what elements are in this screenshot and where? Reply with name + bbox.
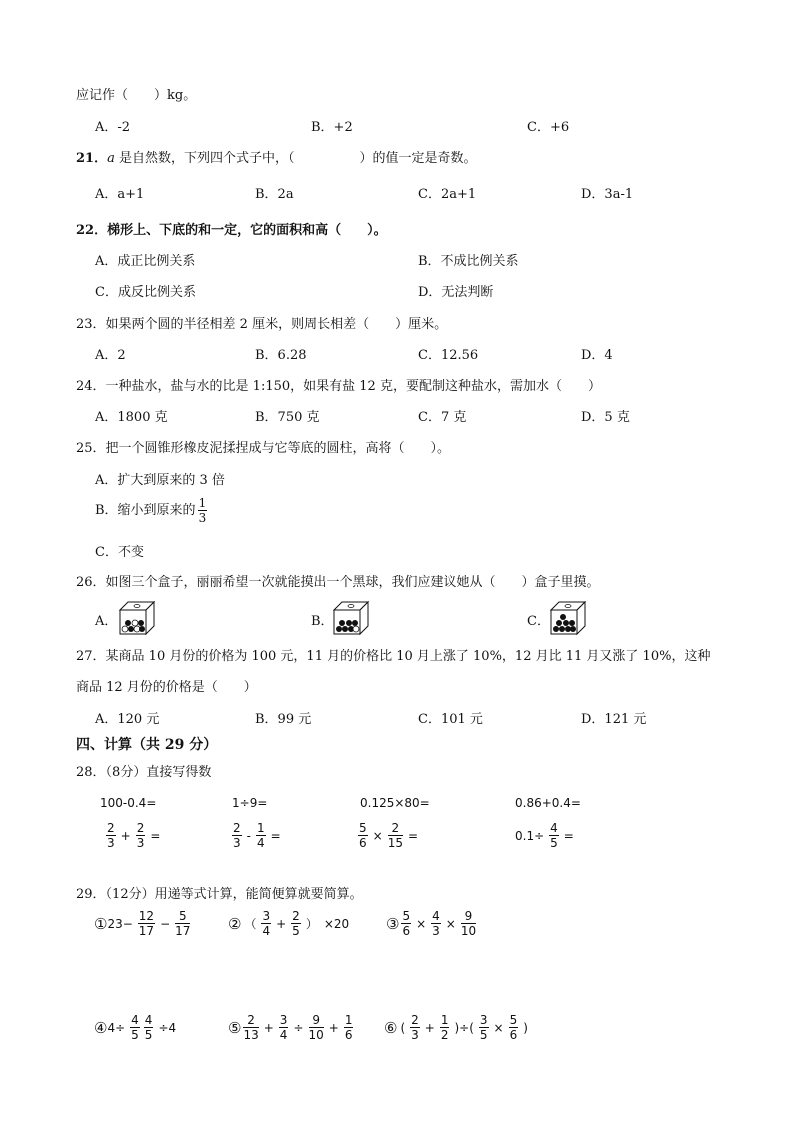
q29-calc-4: ④4÷ $\frac{4}{5}$ $\frac{4}{5}$ ÷4 [94, 1013, 177, 1042]
q25-option-a[interactable]: A．扩大到原来的 3 倍 [95, 473, 225, 488]
q21-option-d[interactable]: D．3a-1 [581, 187, 634, 202]
q26-option-c[interactable]: C． [527, 614, 550, 629]
q25-option-c[interactable]: C．不变 [95, 545, 144, 560]
q24-option-c[interactable]: C．7 克 [418, 410, 467, 425]
q21-variable: a [107, 151, 115, 166]
q21-text: 是自然数，下列四个式子中，（ ）的值一定是奇数。 [114, 151, 477, 166]
q25-stem: 25．把一个圆锥形橡皮泥揉捏成与它等底的圆柱，高将（ ）。 [76, 441, 451, 456]
q26-option-b[interactable]: B． [311, 614, 334, 629]
q23-option-c[interactable]: C．12.56 [418, 348, 479, 363]
q21-option-a[interactable]: A．a+1 [95, 187, 145, 202]
q21-option-c[interactable]: C．2a+1 [418, 187, 477, 202]
q23-option-a[interactable]: A．2 [95, 348, 126, 363]
q23-stem: 23．如果两个圆的半径相差 2 厘米，则周长相差（ ）厘米。 [76, 317, 448, 332]
q29-calc-2: ② （ $\frac{3}{4}$ + $\frac{2}{5}$ ） ×20 [228, 909, 350, 938]
q23-option-b[interactable]: B．6.28 [255, 348, 307, 363]
q24-option-b[interactable]: B．750 克 [255, 410, 320, 425]
q27-stem-line1: 27．某商品 10 月份的价格为 100 元，11 月的价格比 10 月上涨了 10%，12 月比 11 月又涨了 10%，这种 [76, 649, 711, 664]
box-a-image [118, 600, 156, 636]
q22-option-c[interactable]: C．成反比例关系 [95, 285, 196, 300]
q21-option-b[interactable]: B．2a [255, 187, 294, 202]
q24-option-d[interactable]: D．5 克 [581, 410, 630, 425]
q21-number: 21． [76, 151, 108, 166]
q28-calc-3: 0.125×80= [360, 796, 430, 810]
q28-calc-5: $\frac{2}{3}$ + $\frac{2}{3}$ = [107, 821, 161, 850]
q28-calc-4: 0.86+0.4= [515, 796, 581, 810]
q29-calc-1: ①23− $\frac{12}{17}$ − $\frac{5}{17}$ [94, 909, 191, 938]
q28-calc-6: $\frac{2}{3}$ - $\frac{1}{4}$ = [233, 821, 281, 850]
q29-calc-3: ③ $\frac{5}{6}$ × $\frac{4}{3}$ × $\frac{9}{10}$ [386, 909, 477, 938]
q25-fraction: $\frac{1}{3}$ [198, 496, 207, 525]
q26-stem: 26．如图三个盒子，丽丽希望一次就能摸出一个黑球，我们应建议她从（ ）盒子里摸。 [76, 575, 600, 590]
q29-stem: 29．（12分）用递等式计算，能简便算就要简算。 [76, 887, 363, 902]
q20-option-c[interactable]: C．+6 [527, 120, 570, 135]
q25-option-b-text: B．缩小到原来的 [95, 503, 196, 518]
q22-option-a[interactable]: A．成正比例关系 [95, 254, 196, 269]
q28-calc-1: 100-0.4= [100, 796, 157, 810]
section-title: 四、计算（共 29 分） [76, 737, 218, 753]
q20-option-a[interactable]: A．-2 [95, 120, 131, 135]
q22-option-d[interactable]: D．无法判断 [418, 285, 494, 300]
q28-calc-7: $\frac{5}{6}$ × $\frac{2}{15}$ = [359, 821, 419, 850]
q20-stem: 应记作（ ）kg。 [76, 88, 197, 103]
q26-option-a[interactable]: A． [95, 614, 118, 629]
q22-option-b[interactable]: B．不成比例关系 [418, 254, 519, 269]
q23-option-d[interactable]: D．4 [581, 348, 613, 363]
box-c-image [549, 600, 587, 636]
q29-calc-5: ⑤ $\frac{2}{13}$ + $\frac{3}{4}$ ÷ $\frac{9}{10}$ + $\frac{1}{6}$ [228, 1013, 353, 1042]
q27-option-b[interactable]: B．99 元 [255, 712, 312, 727]
q27-option-d[interactable]: D．121 元 [581, 712, 647, 727]
q24-option-a[interactable]: A．1800 克 [95, 410, 168, 425]
q21-stem [76, 147, 477, 166]
q22-stem: 22．梯形上、下底的和一定，它的面积和高（ ）。 [76, 223, 387, 238]
q28-calc-2: 1÷9= [232, 796, 268, 810]
q28-stem: 28．（8分）直接写得数 [76, 765, 212, 780]
q20-option-b[interactable]: B．+2 [311, 120, 353, 135]
q28-calc-8: 0.1÷ $\frac{4}{5}$ = [515, 821, 574, 850]
q27-option-c[interactable]: C．101 元 [418, 712, 483, 727]
q24-stem: 24．一种盐水，盐与水的比是 1:150，如果有盐 12 克，要配制这种盐水，需加水（ ） [76, 379, 601, 394]
q25-option-b[interactable] [95, 497, 209, 524]
q27-stem-line2: 商品 12 月份的价格是（ ） [76, 680, 257, 695]
q29-calc-6: ⑥ ( $\frac{2}{3}$ + $\frac{1}{2}$ )÷( $\frac{3}{5}$ × $\frac{5}{6}$ ) [384, 1013, 528, 1042]
box-b-image [332, 600, 370, 636]
q27-option-a[interactable]: A．120 元 [95, 712, 160, 727]
